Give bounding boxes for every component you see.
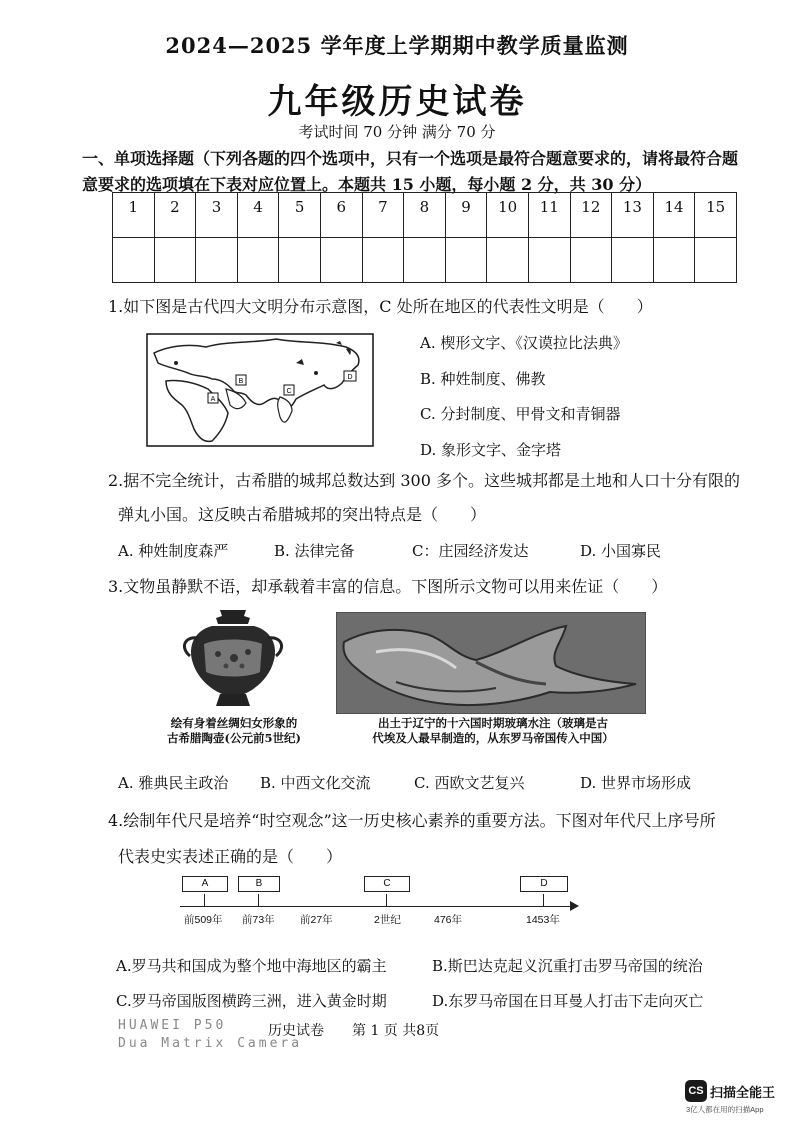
q2-option-b[interactable]: B. 法律完备 [274, 542, 355, 560]
q2-option-c[interactable]: C：庄园经济发达 [412, 542, 529, 560]
q3-option-b[interactable]: B. 中西文化交流 [260, 774, 371, 792]
timeline-box-b: B [238, 876, 280, 892]
timeline-connector [258, 894, 259, 906]
answer-cell[interactable] [653, 238, 695, 283]
q3-stem: 3.文物虽静默不语，却承载着丰富的信息。下图所示文物可以用来佐证（ ） [108, 577, 668, 596]
answer-number-row [113, 193, 737, 238]
timeline-tick-label: 476年 [434, 914, 463, 926]
answer-number: 2 [154, 193, 196, 238]
answer-cell[interactable] [196, 238, 238, 283]
answer-cell[interactable] [154, 238, 196, 283]
greek-vase-photo [178, 608, 288, 712]
timeline-tick-label: 前509年 [184, 914, 223, 926]
answer-table [112, 192, 737, 283]
timeline [170, 870, 590, 930]
answer-number: 4 [237, 193, 279, 238]
timeline-axis [180, 906, 570, 907]
q2-option-d[interactable]: D. 小国寡民 [580, 542, 662, 560]
answer-cell[interactable] [279, 238, 321, 283]
section-heading: 一、单项选择题（下列各题的四个选项中，只有一个选项是最符合题意要求的，请将最符合题意要求的选项填在下表对应位置上。本题共 15 小题，每小题 2 分，共 30 分） [82, 149, 739, 194]
vase-graphic [178, 608, 288, 712]
timeline-arrow-icon [570, 901, 579, 911]
answer-number: 12 [570, 193, 612, 238]
timeline-tick-label: 前73年 [242, 914, 275, 926]
q2-stem-line2: 弹丸小国。这反映古希腊城邦的突出特点是（ ） [118, 505, 487, 524]
q2-stem-line1: 2.据不完全统计，古希腊的城邦总数达到 300 多个。这些城邦都是土地和人口十分有限的 [108, 471, 740, 490]
timeline-tick-label: 1453年 [526, 914, 560, 926]
answer-cell[interactable] [570, 238, 612, 283]
map-label-c: C [286, 388, 292, 395]
q4-stem-line1: 4.绘制年代尺是培养“时空观念”这一历史核心素养的重要方法。下图对年代尺上序号所 [108, 811, 716, 830]
answer-cell[interactable] [362, 238, 404, 283]
answer-cell[interactable] [320, 238, 362, 283]
timeline-box-c: C [364, 876, 410, 892]
answer-blank-row [113, 238, 737, 283]
q4-option-c[interactable]: C.罗马帝国版图横跨三洲，进入黄金时期 [116, 992, 387, 1010]
glass-caption-line1: 出土于辽宁的十六国时期玻璃水注（玻璃是古 [378, 716, 608, 730]
answer-number: 15 [695, 193, 737, 238]
answer-cell[interactable] [487, 238, 529, 283]
exam-title: 2024—2025 学年度上学期期中教学质量监测 [165, 33, 629, 58]
vase-caption-line2: 古希腊陶壶(公元前5世纪) [167, 731, 301, 745]
answer-cell[interactable] [612, 238, 654, 283]
q3-option-c[interactable]: C. 西欧文艺复兴 [414, 774, 525, 792]
glass-vessel-photo [336, 612, 646, 714]
map-graphic [146, 333, 374, 447]
civilization-map [146, 333, 374, 447]
timeline-connector [543, 894, 544, 906]
answer-number: 9 [445, 193, 487, 238]
map-label-a: A [210, 396, 216, 403]
glass-caption-line2: 代埃及人最早制造的，从东罗马帝国传入中国） [372, 731, 614, 745]
map-label-b: B [238, 378, 244, 385]
q1-option-c[interactable]: C. 分封制度、甲骨文和青铜器 [420, 405, 621, 423]
q1-stem: 1.如下图是古代四大文明分布示意图，C 处所在地区的代表性文明是（ ） [108, 297, 653, 316]
scanner-tagline: 3亿人都在用的扫描App [686, 1105, 764, 1114]
timeline-tick-label: 2世纪 [374, 914, 401, 926]
answer-number: 5 [279, 193, 321, 238]
answer-cell[interactable] [445, 238, 487, 283]
timeline-connector [204, 894, 205, 906]
timeline-box-a: A [182, 876, 228, 892]
exam-info: 考试时间 70 分钟 满分 70 分 [298, 123, 496, 141]
q1-option-d[interactable]: D. 象形文字、金字塔 [420, 441, 562, 459]
answer-cell[interactable] [113, 238, 155, 283]
q4-option-a[interactable]: A.罗马共和国成为整个地中海地区的霸主 [116, 957, 387, 975]
vase-caption-line1: 绘有身着丝绸妇女形象的 [170, 716, 298, 730]
answer-number: 3 [196, 193, 238, 238]
q2-option-a[interactable]: A. 种姓制度森严 [118, 542, 229, 560]
answer-number: 11 [528, 193, 570, 238]
q1-option-b[interactable]: B. 种姓制度、佛教 [420, 370, 546, 388]
scanner-logo-icon: CS [685, 1080, 707, 1102]
timeline-connector [386, 894, 387, 906]
answer-number: 7 [362, 193, 404, 238]
q3-option-a[interactable]: A. 雅典民主政治 [118, 774, 229, 792]
q4-stem-line2: 代表史实表述正确的是（ ） [118, 847, 343, 866]
answer-cell[interactable] [404, 238, 446, 283]
q3-option-d[interactable]: D. 世界市场形成 [580, 774, 692, 792]
answer-number: 13 [612, 193, 654, 238]
answer-cell[interactable] [528, 238, 570, 283]
camera-watermark-line1: HUAWEI P50 [118, 1018, 227, 1033]
vase-caption [146, 716, 322, 746]
glass-vessel-graphic [336, 612, 646, 714]
q1-option-a[interactable]: A. 楔形文字、《汉谟拉比法典》 [420, 334, 628, 352]
answer-number: 14 [653, 193, 695, 238]
map-label-d: D [347, 374, 353, 381]
answer-cell[interactable] [695, 238, 737, 283]
q4-option-b[interactable]: B.斯巴达克起义沉重打击罗马帝国的统治 [432, 957, 703, 975]
answer-cell[interactable] [237, 238, 279, 283]
timeline-tick-label: 前27年 [300, 914, 333, 926]
answer-number: 1 [113, 193, 155, 238]
scanner-name: 扫描全能王 [710, 1085, 776, 1100]
timeline-box-d: D [520, 876, 568, 892]
answer-number: 8 [404, 193, 446, 238]
page-info: 历史试卷 第 1 页 共8页 [268, 1023, 440, 1039]
answer-number: 6 [320, 193, 362, 238]
q4-option-d[interactable]: D.东罗马帝国在日耳曼人打击下走向灭亡 [432, 992, 704, 1010]
camera-watermark-line2: Dua Matrix Camera [118, 1036, 303, 1051]
glass-caption [334, 716, 652, 746]
subject-title: 九年级历史试卷 [267, 82, 527, 122]
answer-number: 10 [487, 193, 529, 238]
